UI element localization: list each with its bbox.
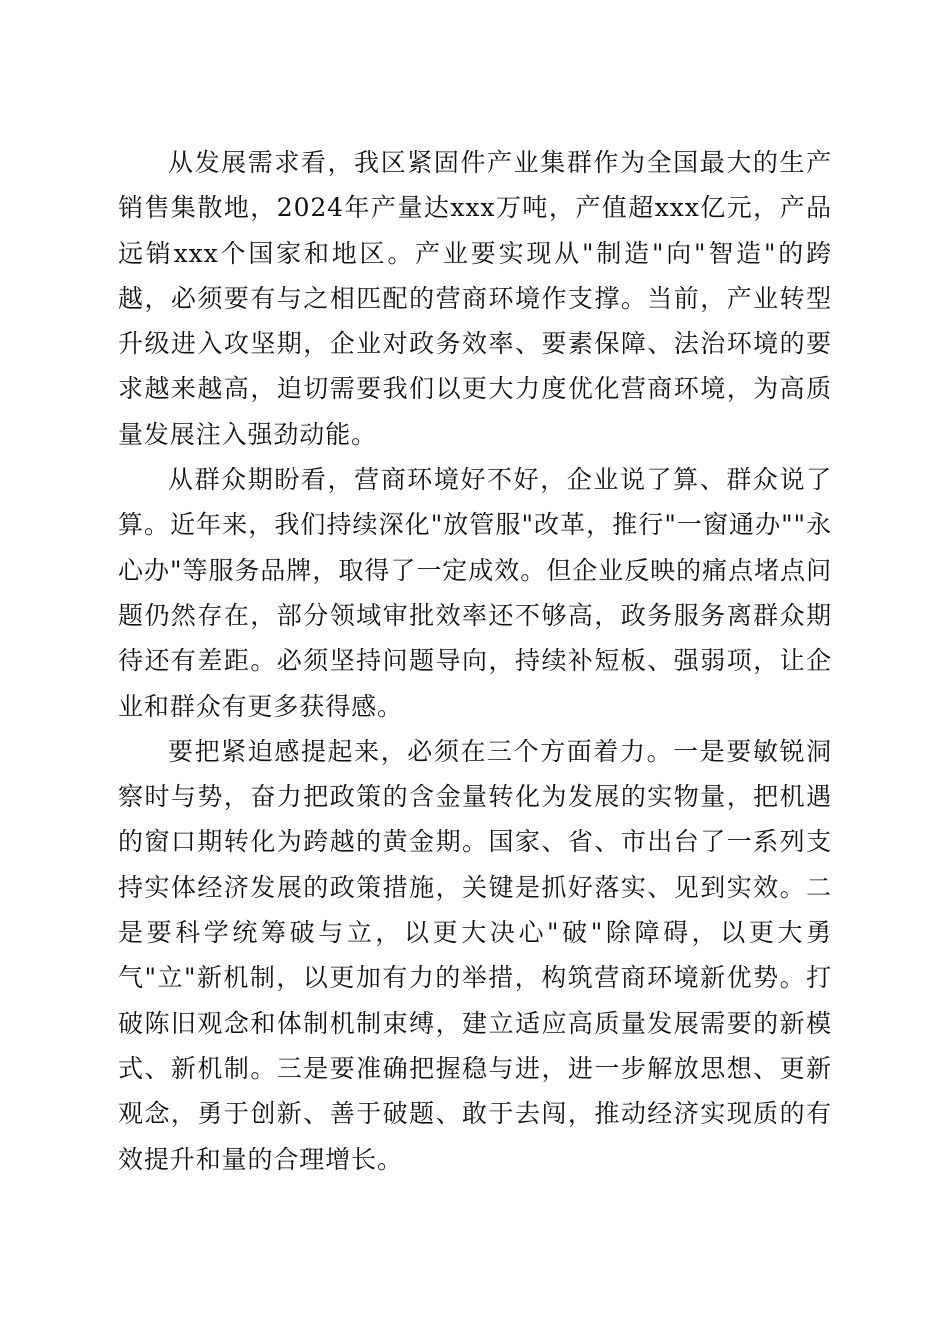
paragraph-public-expectations: 从群众期盼看，营商环境好不好，企业说了算、群众说了算。近年来，我们持续深化"放管服"改革，推行"一窗通办""永心办"等服务品牌，取得了一定成效。但企业反映的痛点堵点问题仍然存在，部分领域审批效率还不够高，政务服务离群众期待还有差距。必须坚持问题导向，持续补短板、强弱项，让企业和群众有更多获得感。 <box>118 465 832 721</box>
paragraph-three-aspects: 要把紧迫感提起来，必须在三个方面着力。一是要敏锐洞察时与势，奋力把政策的含金量转化为发展的实物量，把机遇的窗口期转化为跨越的黄金期。国家、省、市出台了一系列支持实体经济发展的政策措施，关键是抓好落实、见到实效。二是要科学统筹破与立，以更大决心"破"除障碍，以更大勇气"立"新机制，以更加有力的举措，构筑营商环境新优势。打破陈旧观念和体制机制束缚，建立适应高质量发展需要的新模式、新机制。三是要准确把握稳与进，进一步解放思想、更新观念，勇于创新、善于破题、敢于去闯，推动经济实现质的有效提升和量的合理增长。 <box>118 736 832 1174</box>
document-body <box>118 140 832 1182</box>
paragraph-development-needs: 从发展需求看，我区紧固件产业集群作为全国最大的生产销售集散地，2024年产量达xxx万吨，产值超xxx亿元，产品远销xxx个国家和地区。产业要实现从"制造"向"智造"的跨越，必须要有与之相匹配的营商环境作支撑。当前，产业转型升级进入攻坚期，企业对政务效率、要素保障、法治环境的要求越来越高，迫切需要我们以更大力度优化营商环境，为高质量发展注入强劲动能。 <box>118 148 832 449</box>
